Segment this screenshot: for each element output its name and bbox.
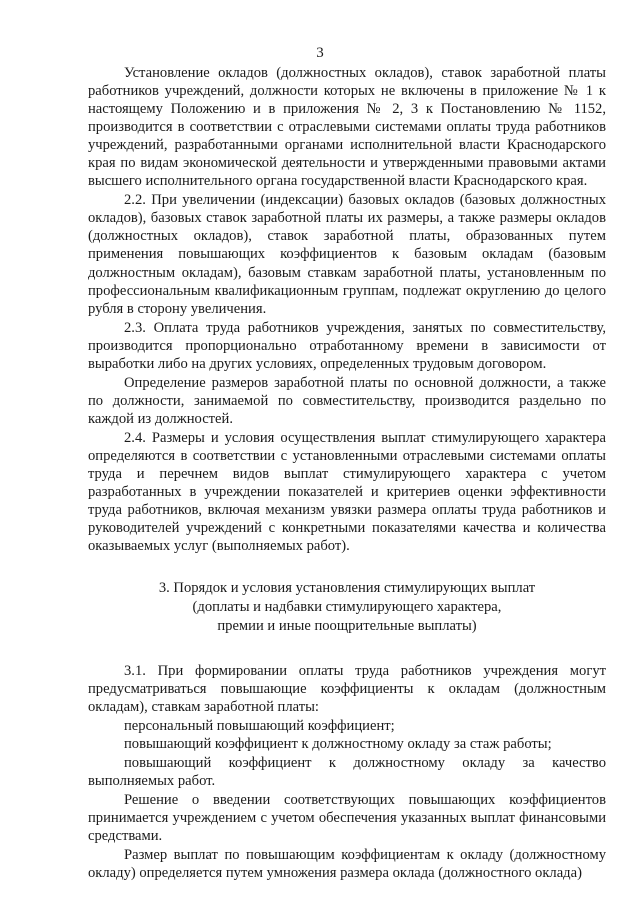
list-item-personal-coefficient: персональный повышающий коэффициент; (124, 718, 395, 735)
document-body (88, 64, 606, 883)
paragraph-salary-determination: Определение размеров заработной платы по основной должности, а также по должности, занимаемой по совместительству, производится раздельно по каждой из должностей. (88, 374, 606, 427)
paragraph-coefficient-decision: Решение о введении соответствующих повышающих коэффициентов принимается учреждением с учетом обеспечения указанных выплат финансовыми средствами. (88, 791, 606, 844)
section-3-heading (88, 579, 606, 636)
paragraph-2-4-incentives: 2.4. Размеры и условия осуществления выплат стимулирующего характера определяются в соответствии с установленными отраслевыми системами оплаты труда и перечнем видов выплат стимулирующего характера с учетом разработанных в учреждении показателей и критериев оценки эффективности труда работников, включая механизм увязки размера оплаты труда работников и руководителей учреждений с конкретными показателями качества и количества оказываемых услуг (выполняемых работ). (88, 429, 606, 555)
page-number: 3 (316, 45, 324, 61)
section-3-heading-line-1: 3. Порядок и условия установления стимулирующих выплат (158, 580, 536, 597)
paragraph-salary-establishment: Установление окладов (должностных окладов), ставок заработной платы работников учреждений, должности которых не включены в приложение № 1 к настоящему Положению и в приложения № 2, 3 к Постановлению № 1152, производится в соответствии с отраслевыми системами оплаты труда работников учреждений, разработанными органами исполнительной власти Краснодарского края по видам экономической деятельности и утвержденными правовыми актами высшего исполнительного органа государственной власти Краснодарского края. (88, 65, 606, 190)
paragraph-3-1-coefficients: 3.1. При формировании оплаты труда работников учреждения могут предусматриваться повышающие коэффициенты к окладам (должностным окладам), ставкам заработной платы: (88, 663, 606, 716)
list-item-seniority-coefficient: повышающий коэффициент к должностному окладу за стаж работы; (124, 736, 552, 753)
paragraph-2-3-part-time: 2.3. Оплата труда работников учреждения, занятых по совместительству, производится пропорционально отработанному времени в зависимости от выработки либо на других условиях, определенных трудовым договором. (88, 319, 606, 372)
paragraph-payment-size: Размер выплат по повышающим коэффициентам к окладу (должностному окладу) определяется путем умножения размера оклада (должностного оклада) (88, 846, 606, 881)
paragraph-2-2-indexation: 2.2. При увеличении (индексации) базовых окладов (базовых должностных окладов), базовых ставок заработной платы их размеры, а также размеры окладов (должностных окладов), ставок заработной платы, образованных путем применения повышающих коэффициентов к базовым окладам (базовым должностным окладам), базовым ставкам заработной платы, установленным по профессиональным квалификационным группам, подлежат округлению до целого рубля в сторону увеличения. (88, 192, 606, 317)
section-3-heading-line-3: премии и иные поощрительные выплаты) (217, 618, 477, 635)
section-3-heading-line-2: (доплаты и надбавки стимулирующего характера, (192, 599, 502, 616)
list-item-quality-coefficient: повышающий коэффициент к должностному окладу за качество выполняемых работ. (88, 754, 606, 789)
